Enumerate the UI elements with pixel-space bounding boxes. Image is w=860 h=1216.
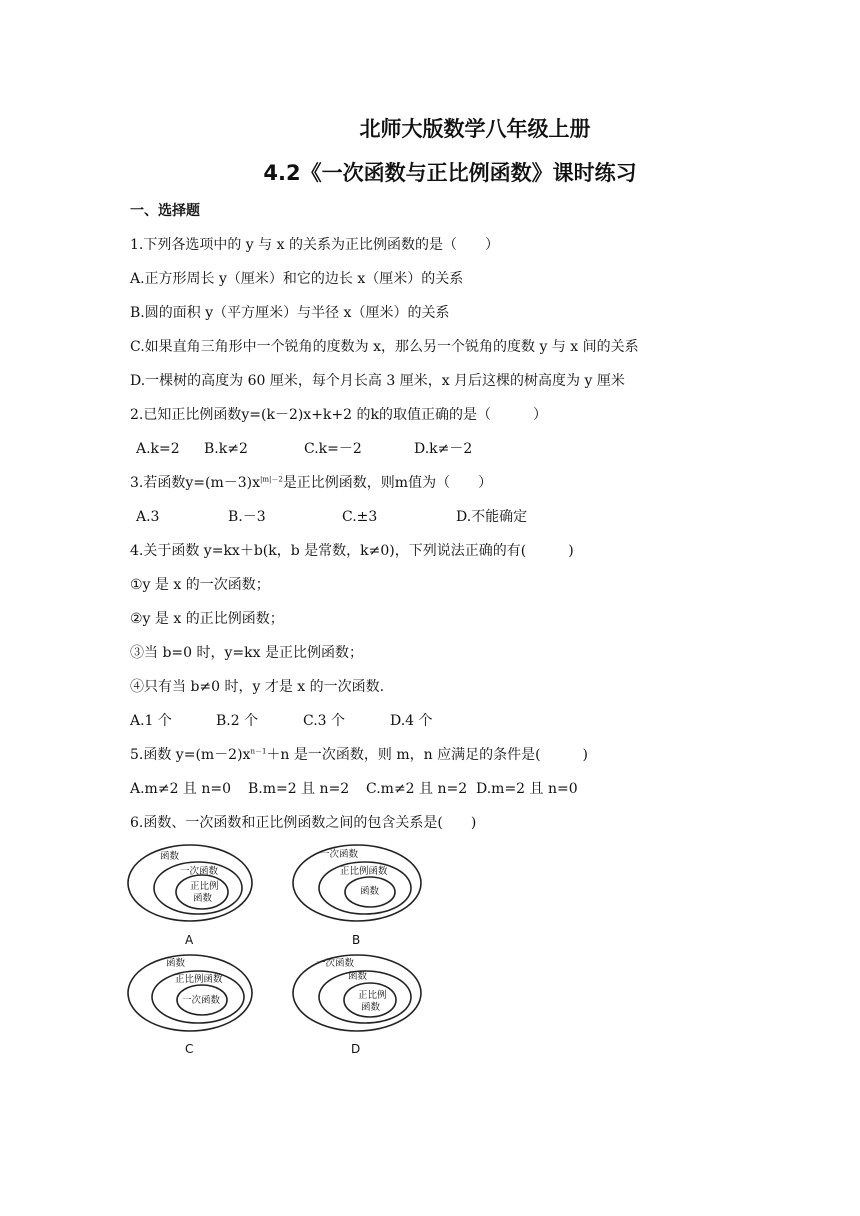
question-3-stem bbox=[130, 472, 492, 492]
diagram-a-inner-label-1: 正比例 bbox=[190, 881, 219, 892]
question-4-statement-2: ②y 是 x 的正比例函数； bbox=[130, 611, 284, 627]
question-4-statement-1: ①y 是 x 的一次函数； bbox=[130, 577, 270, 593]
question-5-option-d: D.m=2 且 n=0 bbox=[476, 781, 578, 797]
question-3-option-a: A.3 bbox=[136, 509, 160, 525]
question-3-stem-end: 是正比例函数，则m值为（ ） bbox=[282, 475, 493, 491]
diagram-d-middle-label: 函数 bbox=[348, 971, 368, 982]
section-heading: 一、选择题 bbox=[130, 203, 200, 219]
diagram-d bbox=[293, 955, 421, 1031]
question-5-stem-start: 5.函数 y=(m－2)x bbox=[130, 747, 251, 763]
diagram-c-outer-label: 函数 bbox=[166, 958, 186, 969]
question-3-option-b: B.－3 bbox=[228, 509, 266, 525]
diagram-d-inner-label-1: 正比例 bbox=[358, 990, 387, 1001]
question-5-option-a: A.m≠2 且 n=0 bbox=[130, 781, 232, 797]
question-3-options bbox=[136, 506, 527, 526]
question-1-stem: 1.下列各选项中的 y 与 x 的关系为正比例函数的是（ ） bbox=[130, 237, 499, 253]
diagram-b-inner-label: 函数 bbox=[360, 886, 380, 897]
question-5-options bbox=[130, 778, 578, 798]
question-4-option-b: B.2 个 bbox=[216, 713, 259, 729]
question-3-option-c: C.±3 bbox=[342, 509, 378, 525]
question-1-option-d: D.一棵树的高度为 60 厘米，每个月长高 3 厘米，x 月后这棵的树高度为 y 厘米 bbox=[130, 373, 625, 389]
question-2-option-c: C.k=－2 bbox=[304, 441, 362, 457]
diagram-c bbox=[128, 955, 252, 1031]
question-5-stem-end: ＋n 是一次函数，则 m，n 应满足的条件是( ) bbox=[266, 747, 589, 763]
question-5-exponent: n－1 bbox=[250, 747, 267, 756]
question-4-option-c: C.3 个 bbox=[303, 713, 346, 729]
diagram-a-caption: A bbox=[185, 933, 194, 947]
page-title: 北师大版数学八年级上册 bbox=[359, 117, 591, 141]
question-4-statement-3: ③当 b=0 时，y=kx 是正比例函数； bbox=[130, 645, 363, 661]
page-subtitle: 4.2《一次函数与正比例函数》课时练习 bbox=[263, 161, 637, 185]
diagram-c-inner-label: 一次函数 bbox=[182, 995, 221, 1006]
diagram-b-middle-label: 正比例函数 bbox=[340, 866, 388, 877]
question-5-option-b: B.m=2 且 n=2 bbox=[248, 781, 350, 797]
diagram-c-caption: C bbox=[185, 1042, 194, 1056]
question-6-stem: 6.函数、一次函数和正比例函数之间的包含关系是( ) bbox=[130, 815, 477, 831]
question-4-option-d: D.4 个 bbox=[390, 713, 433, 729]
question-3-option-d: D.不能确定 bbox=[456, 509, 528, 525]
question-2-stem: 2.已知正比例函数y=(k－2)x+k+2 的k的取值正确的是（ ） bbox=[130, 407, 547, 423]
diagram-d-outer-label: 一次函数 bbox=[316, 958, 355, 969]
diagram-a-inner-label-2: 函数 bbox=[193, 893, 213, 904]
diagram-d-caption: D bbox=[351, 1042, 361, 1056]
question-3-exponent: |m|－2 bbox=[260, 475, 283, 484]
diagram-b-caption: B bbox=[352, 933, 361, 947]
question-4-options bbox=[130, 710, 433, 730]
question-5-stem bbox=[130, 744, 588, 764]
question-4-stem: 4.关于函数 y=kx＋b(k，b 是常数，k≠0)，下列说法正确的有( ) bbox=[130, 543, 574, 559]
diagram-a-middle-label: 一次函数 bbox=[180, 866, 219, 877]
diagram-c-middle-label: 正比例函数 bbox=[175, 974, 223, 985]
diagram-a-outer-label: 函数 bbox=[160, 851, 180, 862]
question-1-option-c: C.如果直角三角形中一个锐角的度数为 x，那么另一个锐角的度数 y 与 x 间的关系 bbox=[130, 339, 639, 355]
question-2-options bbox=[136, 438, 472, 458]
question-5-option-c: C.m≠2 且 n=2 bbox=[366, 781, 468, 797]
question-2-option-d: D.k≠－2 bbox=[414, 441, 473, 457]
question-4-statement-4: ④只有当 b≠0 时，y 才是 x 的一次函数. bbox=[130, 679, 385, 695]
inclusion-diagrams bbox=[120, 838, 440, 1068]
question-2-option-b: B.k≠2 bbox=[204, 441, 248, 457]
question-4-option-a: A.1 个 bbox=[130, 713, 172, 729]
question-2-option-a: A.k=2 bbox=[136, 441, 180, 457]
diagram-d-inner-label-2: 函数 bbox=[361, 1002, 381, 1013]
question-1-option-b: B.圆的面积 y（平方厘米）与半径 x（厘米）的关系 bbox=[130, 305, 450, 321]
question-1-option-a: A.正方形周长 y（厘米）和它的边长 x（厘米）的关系 bbox=[130, 271, 464, 287]
question-3-stem-start: 3.若函数y=(m－3)x bbox=[130, 475, 260, 491]
diagram-b-outer-label: 一次函数 bbox=[320, 849, 359, 860]
